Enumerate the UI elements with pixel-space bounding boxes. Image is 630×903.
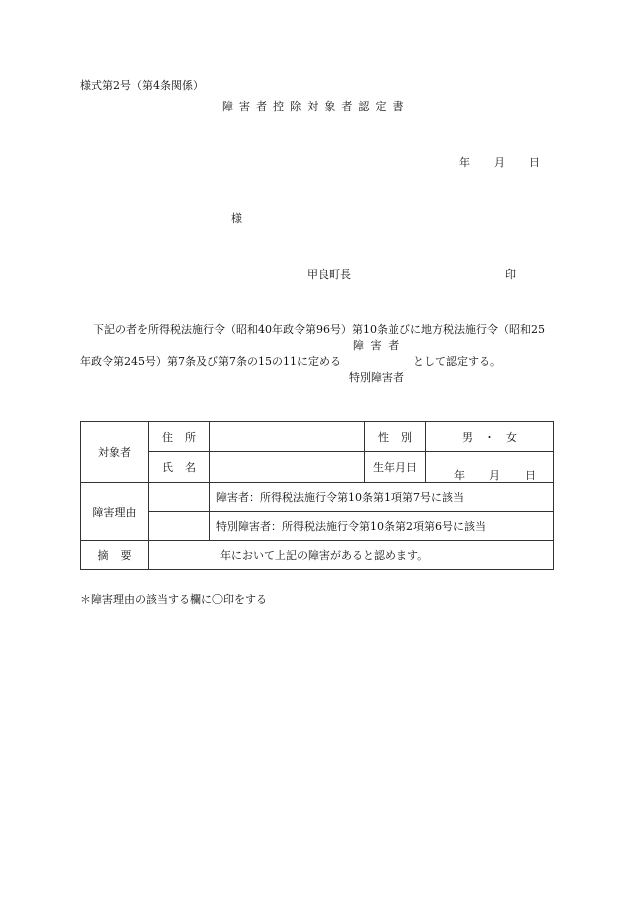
name-label: 氏名 [149,452,210,483]
issuer-name: 甲良町長 [307,268,351,281]
reason2-mark-cell[interactable] [149,512,210,541]
body-option-special-disabled: 特別障害者 [349,371,404,384]
form-number: 様式第2号（第4条関係） [80,79,204,92]
reason2-text: 特別障害者：所得税法施行令第10条第2項第6号に該当 [210,512,554,541]
gender-label: 性別 [365,422,426,452]
addressee-honorific: 様 [231,212,242,225]
reason1-mark-cell[interactable] [149,483,210,512]
summary-text: 年において上記の障害があると認めます。 [149,541,554,570]
subject-label: 対象者 [81,422,149,483]
summary-label: 摘要 [81,541,149,570]
dob-day-label: 日 [525,469,536,482]
address-label: 住所 [149,422,210,452]
gender-options[interactable]: 男 ・ 女 [426,422,554,452]
date-day-label: 日 [529,156,540,169]
dob-year-label: 年 [454,469,465,482]
body-option-disabled: 障害者 [353,339,406,352]
name-value[interactable] [210,452,365,483]
document-title: 障害者控除対象者認定書 [222,100,410,113]
body-text-line1: 下記の者を所得税法施行令（昭和40年政令第96号）第10条並びに地方税法施行令（昭和25 [93,323,545,336]
body-text-line2-end: として認定する。 [413,355,501,368]
dob-month-label: 月 [489,469,500,482]
reason-label: 障害理由 [81,483,149,541]
seal-mark: 印 [505,268,516,281]
address-value[interactable] [210,422,365,452]
subject-table [80,421,554,570]
date-month-label: 月 [494,156,505,169]
dob-label: 生年月日 [365,452,426,483]
dob-value[interactable] [426,452,554,483]
date-year-label: 年 [459,156,470,169]
footnote: ＊障害理由の該当する欄に〇印をする [80,593,267,606]
body-text-line2: 年政令第245号）第7条及び第7条の15の11に定める [80,355,341,368]
reason1-text: 障害者：所得税法施行令第10条第1項第7号に該当 [210,483,554,512]
